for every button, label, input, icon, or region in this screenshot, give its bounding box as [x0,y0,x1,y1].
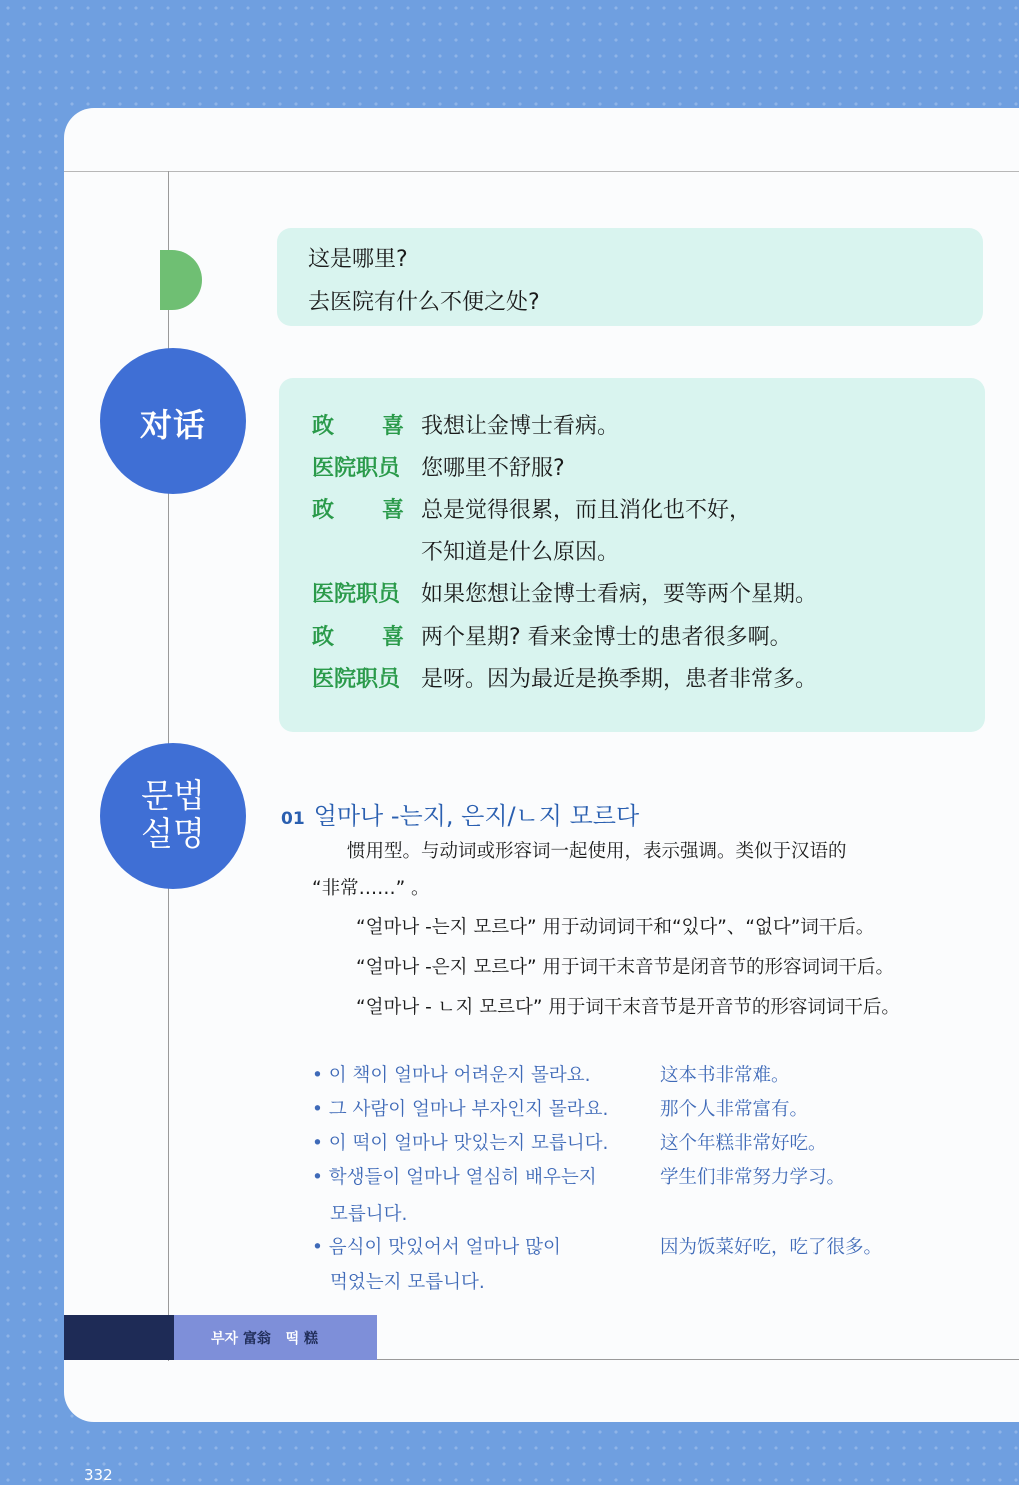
dialogue-line: 是呀。因为最近是换季期，患者非常多。 [421,667,818,692]
footer-word-zh: 糕 [303,1331,318,1347]
grammar-number: 01 [281,809,305,829]
dialogue-line: 如果您想让金博士看病，要等两个星期。 [421,582,818,607]
example-korean: • 그 사람이 얼마나 부자인지 몰라요. [312,1099,609,1120]
example-chinese: 因为饭菜好吃，吃了很多。 [660,1237,883,1258]
dialogue-speaker: 政喜 [312,625,453,650]
example-chinese: 这本书非常难。 [660,1065,790,1086]
rule-line: “얼마나 -은지 모르다” 用于词干末音节是闭音节的形容词词干后。 [356,957,894,978]
dialogue-badge [100,348,246,494]
example-chinese: 那个人非常富有。 [660,1099,809,1120]
example-korean: • 음식이 맛있어서 얼마나 많이 [312,1237,561,1258]
dialogue-speaker: 医院职员 [312,582,401,607]
rule-line: “얼마나 -는지 모르다” 用于动词词干和“있다”、“없다”词干后。 [356,917,875,938]
grammar-heading: 문법 설명 [141,776,205,853]
footer-word-zh: 富翁 [242,1331,271,1347]
page-number: 332 [84,1466,113,1484]
dialogue-line: 不知道是什么原因。 [421,540,620,565]
dialogue-speaker: 医院职员 [312,667,401,692]
dialogue-heading: 对话 [139,406,206,444]
explanation-line: “非常……” 。 [312,878,430,899]
footer-dark-block [64,1315,174,1360]
dialogue-line: 您哪里不舒服? [421,456,565,481]
example-korean-continued: 먹었는지 모릅니다. [330,1272,485,1293]
dialogue-speaker: 政喜 [312,414,453,439]
grammar-badge [100,743,246,889]
explanation-line: 惯用型。与动词或形容词一起使用，表示强调。类似于汉语的 [347,841,847,862]
footer-word-ko: 부자 [211,1331,239,1347]
dialogue-line: 总是觉得很累，而且消化也不好， [421,498,752,523]
example-korean: • 이 떡이 얼마나 맛있는지 모릅니다. [312,1133,609,1154]
dialogue-line: 我想让金博士看病。 [421,414,620,439]
footer-vocab [211,1328,318,1348]
rule-line: “얼마나 - ㄴ지 모르다” 用于词干末音节是开音节的形容词词干后。 [356,997,900,1018]
footer-word-ko: 떡 [285,1331,300,1347]
warmup-question-1: 这是哪里? [308,247,408,272]
warmup-question-2: 去医院有什么不便之处? [308,290,540,315]
grammar-title [281,796,639,831]
example-chinese: 这个年糕非常好吃。 [660,1133,827,1154]
footer-rule [377,1359,1019,1360]
example-chinese: 学生们非常努力学习。 [660,1167,846,1188]
dialogue-line: 两个星期? 看来金博士的患者很多啊。 [421,625,792,650]
example-korean-continued: 모릅니다. [330,1204,408,1225]
dialogue-speaker: 医院职员 [312,456,401,481]
example-korean: • 학생들이 얼마나 열심히 배우는지 [312,1167,597,1188]
top-rule [64,171,1019,172]
dialogue-speaker: 政喜 [312,498,453,523]
grammar-pattern: 얼마나 -는지, 은지/ㄴ지 모르다 [313,802,640,830]
example-korean: • 이 책이 얼마나 어려운지 몰라요. [312,1065,591,1086]
